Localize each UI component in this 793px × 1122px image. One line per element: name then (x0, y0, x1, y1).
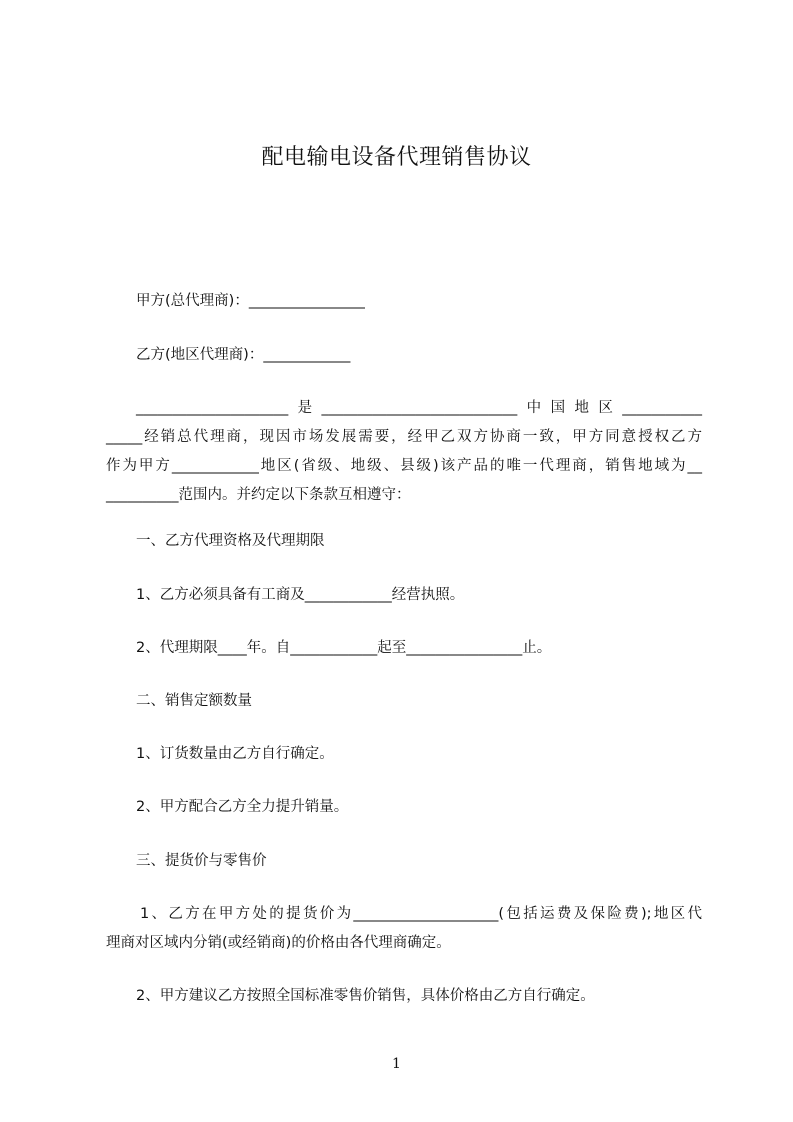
page-number: 1 (392, 1056, 401, 1072)
section-3-item-1-line-1: 1、乙方在甲方处的提货价为____________________(包括运费及保险费);地区代 (140, 906, 702, 922)
section-3-heading: 三、提货价与零售价 (136, 853, 267, 869)
section-1-item-1: 1、乙方必须具备有工商及____________经营执照。 (136, 587, 465, 603)
section-2-heading: 二、销售定额数量 (136, 693, 252, 709)
party-a-line: 甲方(总代理商)：________________ (136, 293, 365, 309)
section-2-item-2: 2、甲方配合乙方全力提升销量。 (136, 799, 349, 815)
section-1-item-2: 2、代理期限____年。自____________起至________________止。 (136, 640, 552, 656)
intro-line-1: _____________________是___________________________中国地区___________ (136, 400, 702, 416)
section-3-item-2: 2、甲方建议乙方按照全国标准零售价销售，具体价格由乙方自行确定。 (136, 988, 595, 1004)
document-title: 配电输电设备代理销售协议 (261, 145, 532, 170)
section-3-item-1-line-2: 理商对区域内分销(或经销商)的价格由各代理商确定。 (106, 935, 451, 951)
intro-line-3: 作为甲方____________地区(省级、地级、县级)该产品的唯一代理商，销售地域为__ (106, 458, 702, 474)
intro-line-4: __________范围内。并约定以下条款互相遵守： (106, 487, 411, 503)
intro-line-2: _____经销总代理商，现因市场发展需要，经甲乙双方协商一致，甲方同意授权乙方 (106, 429, 702, 445)
party-b-line: 乙方(地区代理商)：____________ (136, 347, 351, 363)
section-2-item-1: 1、订货数量由乙方自行确定。 (136, 746, 334, 762)
section-1-heading: 一、乙方代理资格及代理期限 (136, 533, 325, 549)
